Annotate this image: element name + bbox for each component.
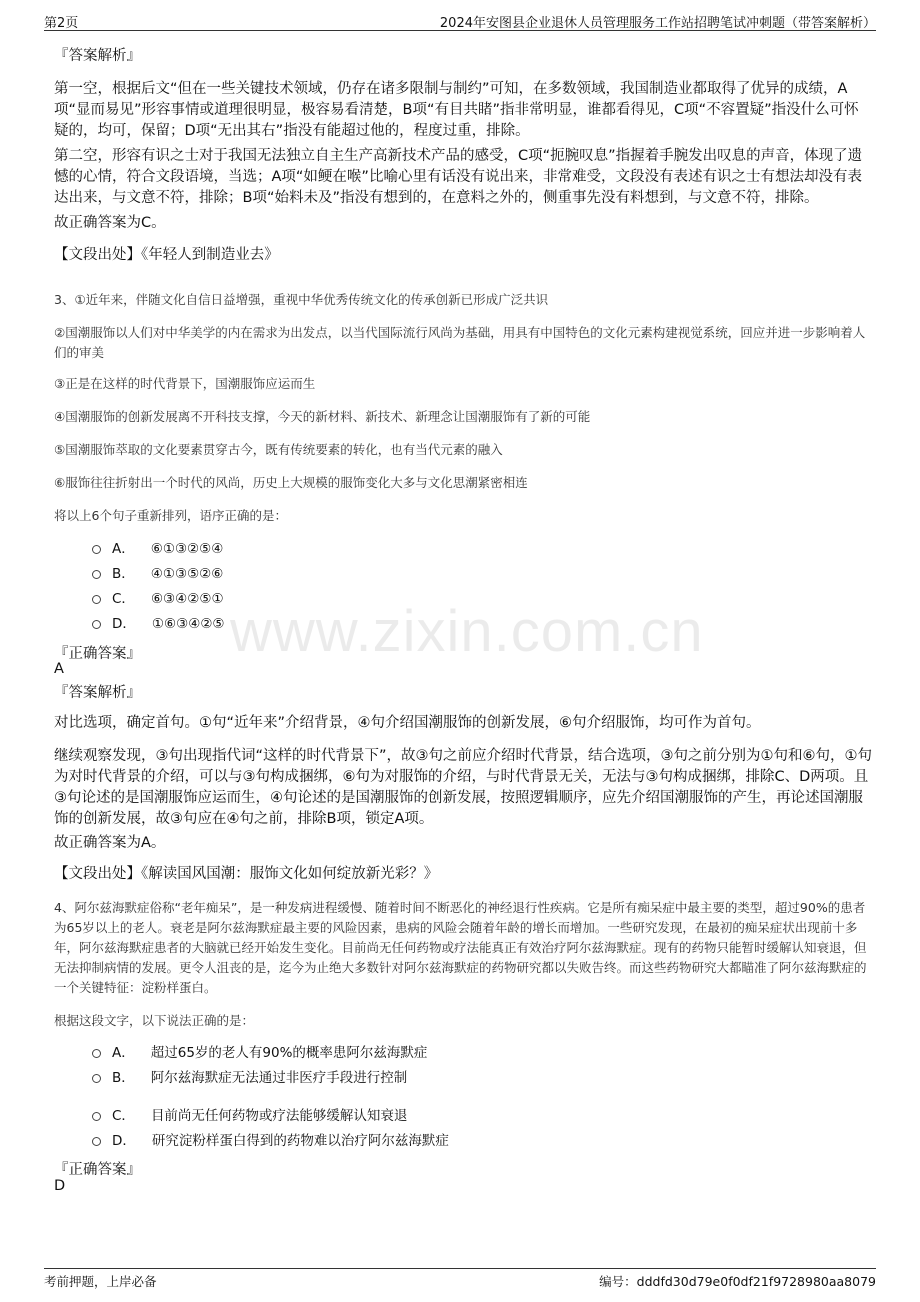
analysis-label: 『答案解析』 <box>54 48 141 64</box>
option-b[interactable]: B． ④①③⑤②⑥ <box>92 564 223 584</box>
radio-icon[interactable] <box>92 620 101 629</box>
radio-icon[interactable] <box>92 1049 101 1058</box>
answer-label: 『正确答案』 <box>54 1162 141 1178</box>
page-header <box>44 10 876 31</box>
option-b[interactable]: B． 阿尔兹海默症无法通过非医疗手段进行控制 <box>92 1068 407 1088</box>
correct-answer: A <box>54 661 64 677</box>
question-sentence: ④国潮服饰的创新发展离不开科技支撑，今天的新材料、新技术、新理念让国潮服饰有了新的可能 <box>54 409 591 424</box>
source-citation: 【文段出处】《年轻人到制造业去》 <box>54 247 279 263</box>
radio-icon[interactable] <box>92 595 101 604</box>
correct-answer: D <box>54 1178 66 1194</box>
radio-icon[interactable] <box>92 1137 101 1146</box>
question-sentence: 3、①近年来，伴随文化自信日益增强，重视中华优秀传统文化的传承创新已形成广泛共识 <box>54 292 549 307</box>
option-d[interactable]: D． ①⑥③④②⑤ <box>92 614 225 634</box>
option-c[interactable]: C． ⑥③④②⑤① <box>92 589 224 609</box>
option-d[interactable]: D． 研究淀粉样蛋白得到的药物难以治疗阿尔兹海默症 <box>92 1131 449 1151</box>
option-a[interactable]: A． ⑥①③②⑤④ <box>92 539 223 559</box>
question-prompt: 根据这段文字，以下说法正确的是： <box>54 1013 255 1028</box>
analysis-conclusion: 故正确答案为C。 <box>54 215 166 231</box>
option-a[interactable]: A． 超过65岁的老人有90%的概率患阿尔兹海默症 <box>92 1043 427 1063</box>
analysis-conclusion: 故正确答案为A。 <box>54 835 166 851</box>
radio-icon[interactable] <box>92 545 101 554</box>
analysis-paragraph: 第二空，形容有识之士对于我国无法独立自主生产高新技术产品的感受，C项“扼腕叹息”指握着手腕发出叹息的声音，体现了遗憾的心情，符合文段语境，当选；A项“如鲠在喉”比喻心里有话没有说出来，非常难受，文段没有表述有识之士有想法却没有表达出来，与文意不符，排除；B项“始料未及”指没有想到的，在意料之外的，侧重事先没有料想到，与文意不符，排除。 <box>54 148 863 206</box>
analysis-label: 『答案解析』 <box>54 685 141 701</box>
radio-icon[interactable] <box>92 1074 101 1083</box>
watermark: www.zixin.com.cn <box>230 599 704 664</box>
document-title: 2024年安图县企业退休人员管理服务工作站招聘笔试冲刺题（带答案解析） <box>439 16 876 31</box>
analysis-paragraph: 第一空，根据后文“但在一些关键技术领域，仍存在诸多限制与制约”可知，在多数领域，我国制造业都取得了优异的成绩，A项“显而易见”形容事情或道理很明显，极容易看清楚，B项“有目共睹”指非常明显，谁都看得见，C项“不容置疑”指没什么可怀疑的，均可，保留；D项“无出其右”指没有能超过他的，程度过重，排除。 <box>54 81 859 139</box>
question-sentence: ③正是在这样的时代背景下，国潮服饰应运而生 <box>54 376 316 391</box>
document-id: 编号：dddfd30d79e0f0df21f9728980aa8079 <box>599 1274 876 1289</box>
radio-icon[interactable] <box>92 1112 101 1121</box>
option-c[interactable]: C． 目前尚无任何药物或疗法能够缓解认知衰退 <box>92 1106 407 1126</box>
page-number: 第2页 <box>44 16 79 31</box>
question-stem: 4、阿尔兹海默症俗称“老年痴呆”，是一种发病进程缓慢、随着时间不断恶化的神经退行性疾病。它是所有痴呆症中最主要的类型，超过90%的患者为65岁以上的老人。衰老是阿尔兹海默症最主要的风险因素，患病的风险会随着年龄的增长而增加。一些研究发现，在最初的痴呆症状出现前十多年，阿尔兹海默症患者的大脑就已经开始发生变化。目前尚无任何药物或疗法能真正有效治疗阿尔兹海默症。现有的药物只能暂时缓解认知衰退，但无法抑制病情的发展。更令人沮丧的是，迄今为止绝大多数针对阿尔兹海默症的药物研究都以失败告终。而这些药物研究大都瞄准了阿尔兹海默症的一个关键特征：淀粉样蛋白。 <box>54 900 867 995</box>
analysis-paragraph: 对比选项，确定首句。①句“近年来”介绍背景，④句介绍国潮服饰的创新发展，⑥句介绍服饰，均可作为首句。 <box>54 715 761 731</box>
answer-label: 『正确答案』 <box>54 646 141 662</box>
question-sentence: ②国潮服饰以人们对中华美学的内在需求为出发点，以当代国际流行风尚为基础，用具有中国特色的文化元素构建视觉系统，回应并进一步影响着人们的审美 <box>54 325 866 360</box>
question-sentence: ⑥服饰往往折射出一个时代的风尚，历史上大规模的服饰变化大多与文化思潮紧密相连 <box>54 475 528 490</box>
page-footer <box>44 1268 876 1289</box>
question-sentence: ⑤国潮服饰萃取的文化要素贯穿古今，既有传统要素的转化，也有当代元素的融入 <box>54 442 503 457</box>
source-citation: 【文段出处】《解读国风国潮：服饰文化如何绽放新光彩？》 <box>54 866 439 882</box>
radio-icon[interactable] <box>92 570 101 579</box>
question-prompt: 将以上6个句子重新排列，语序正确的是： <box>54 508 287 523</box>
footer-slogan: 考前押题，上岸必备 <box>44 1274 157 1289</box>
analysis-paragraph: 继续观察发现，③句出现指代词“这样的时代背景下”，故③句之前应介绍时代背景，结合选项，③句之前分别为①句和⑥句，①句为对时代背景的介绍，可以与③句构成捆绑，⑥句为对服饰的介绍，与时代背景无关，无法与③句构成捆绑，排除C、D两项。且③句论述的是国潮服饰应运而生，④句论述的是国潮服饰的创新发展，按照逻辑顺序，应先介绍国潮服饰的产生，再论述国潮服饰的创新发展，故③句应在④句之前，排除B项，锁定A项。 <box>54 748 873 827</box>
